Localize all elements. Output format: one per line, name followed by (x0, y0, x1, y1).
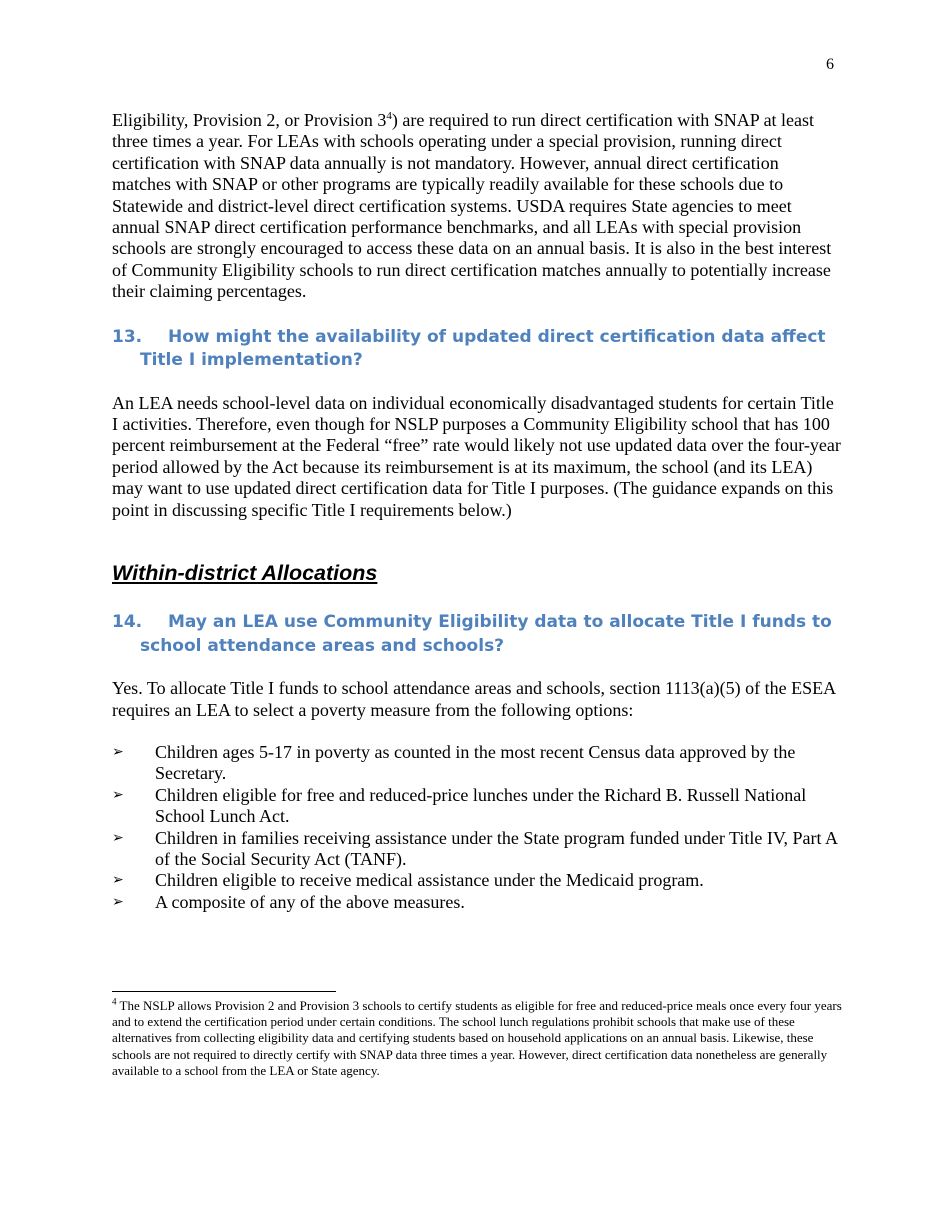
list-item-text: Children ages 5-17 in poverty as counted in the most recent Census data approved by the Secretary. (155, 741, 796, 784)
arrowhead-bullet-icon: ➢ (112, 829, 124, 846)
question-13-title: How might the availability of updated direct certification data affect Title I implementation? (140, 326, 826, 371)
intro-paragraph (112, 110, 842, 303)
arrowhead-bullet-icon: ➢ (112, 893, 124, 910)
question-14-title: May an LEA use Community Eligibility data to allocate Title I funds to school attendance areas and schools? (140, 612, 832, 656)
question-14-heading (112, 611, 842, 658)
question-13-number: 13. (112, 326, 143, 347)
footnote-marker: 4 (112, 996, 117, 1007)
footnote-text: The NSLP allows Provision 2 and Provision 3 schools to certify students as eligible for free and reduced-price meals once every four years and to extend the certification period under certain conditions. The school lunch regulations prohibit schools that make use of these alternatives from collecting eligibility data and certifying students based on household applications on an annual basis. Likewise, these schools are not required to directly certify with SNAP data three times a year. However, direct certification data nonetheless are generally available to a school from the LEA or State agency. (112, 998, 842, 1078)
list-item (112, 892, 842, 913)
footnote-separator (112, 991, 336, 992)
list-item (112, 785, 842, 828)
list-item-text: Children in families receiving assistance under the State program funded under Title IV, Part A of the Social Security Act (TANF). (155, 827, 838, 869)
page-number: 6 (826, 56, 834, 73)
list-item-text: A composite of any of the above measures. (155, 891, 465, 912)
question-14-answer: Yes. To allocate Title I funds to school attendance areas and schools, section 1113(a)(5) of the ESEA requires an LEA to select a poverty measure from the following options: (112, 678, 836, 720)
footnote-reference[interactable]: 4 (386, 110, 392, 122)
arrowhead-bullet-icon: ➢ (112, 872, 124, 889)
question-13-heading (112, 326, 842, 373)
poverty-measure-list (112, 742, 842, 913)
arrowhead-bullet-icon: ➢ (112, 743, 124, 760)
document-body (112, 110, 842, 913)
list-item-text: Children eligible for free and reduced-price lunches under the Richard B. Russell National School Lunch Act. (155, 784, 807, 827)
intro-text-part2: ) are required to run direct certification with SNAP at least three times a year. For LEAs with schools operating under a special provision, running direct certification with SNAP data annually is not mandatory. However, annual direct certification matches with SNAP or other programs are typically readily available for these schools due to Statewide and district-level direct certification systems. USDA requires State agencies to meet annual SNAP direct certification performance benchmarks, and all LEAs with special provision schools are strongly encouraged to access these data on an annual basis. It is also in the best interest of Community Eligibility schools to run direct certification matches annually to potentially increase their claiming percentages. (112, 110, 832, 302)
list-item-text: Children eligible to receive medical assistance under the Medicaid program. (155, 870, 704, 891)
list-item (112, 742, 842, 785)
question-14-number: 14. (112, 612, 143, 633)
question-13-answer: An LEA needs school-level data on individual economically disadvantaged students for certain Title I activities. Therefore, even though for NSLP purposes a Community Eligibility school that has 100 percent reimbursement at the Federal “free” rate would likely not use updated data over the four-year period allowed by the Act because its reimbursement is at its maximum, the school (and its LEA) may want to use updated direct certification data for Title I purposes. (The guidance expands on this point in discussing specific Title I requirements below.) (112, 392, 841, 520)
list-item (112, 870, 842, 891)
arrowhead-bullet-icon: ➢ (112, 786, 124, 803)
list-item (112, 828, 842, 871)
intro-text-part1: Eligibility, Provision 2, or Provision 3 (112, 110, 387, 130)
footnote (112, 998, 842, 1079)
section-heading: Within-district Allocations (112, 561, 378, 586)
